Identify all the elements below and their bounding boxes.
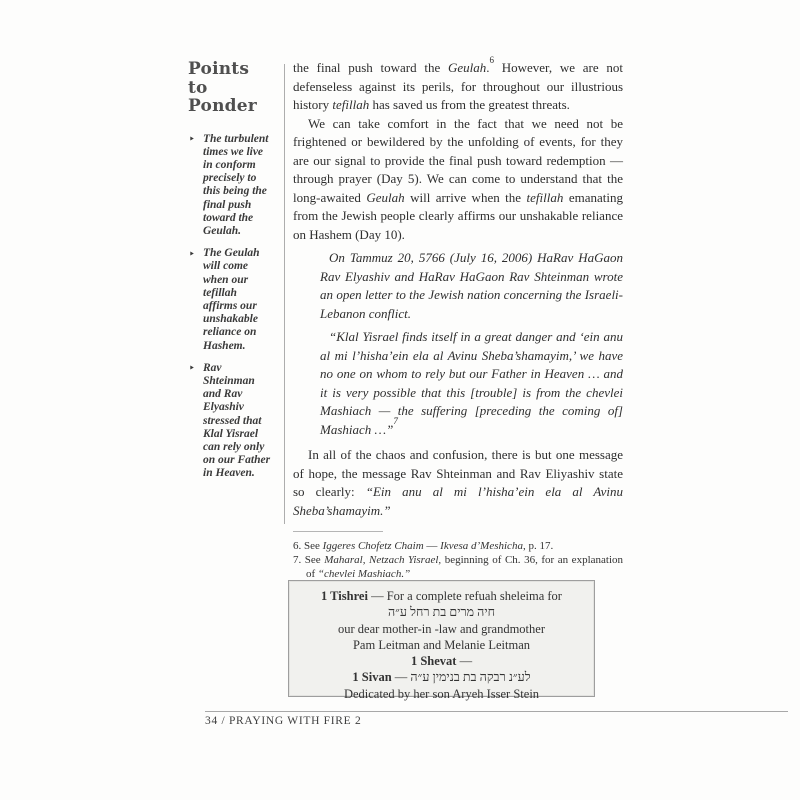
page-number-footer: 34 / PRAYING WITH FIRE 2 xyxy=(205,715,362,727)
body-paragraph: the final push toward the Geulah.$^6$ However, we are not defenseless against its perils, for throughout our illustrious history tefillah has saved us from the greatest threats. xyxy=(293,54,623,112)
dedication-line: 1 Tishrei — For a complete refuah sheleima for xyxy=(321,589,562,603)
sidebar-bullet-list xyxy=(188,133,274,481)
dedication-line-hebrew: חיה מרים בת רחל ע״ה xyxy=(387,605,496,620)
sidebar-bullet-item xyxy=(188,133,274,239)
footnotes-section xyxy=(293,539,623,582)
footnote: 7. See Maharal, Netzach Yisrael, beginning of Ch. 36, for an explanation of “chevlei Mashiach.” xyxy=(293,554,623,581)
dedication-line-hebrew: 1 Sivan — לע״נ רבקה בת בנימין ע״ה xyxy=(352,670,531,685)
footnote-separator-rule xyxy=(293,531,383,532)
sidebar-bullet-item xyxy=(188,362,274,481)
points-to-ponder-sidebar xyxy=(188,60,274,490)
body-paragraph: In all of the chaos and confusion, there is but one message of hope, the message Rav Shteinman and Rav Eliyashiv state so clearly: “Ein anu al mi l’hisha’ein ela al Avinu Sheba’shamayim.” xyxy=(293,447,623,518)
bullet-triangle-icon: ‣ xyxy=(189,134,195,144)
dedication-box xyxy=(288,580,595,701)
sidebar-title: Points to Ponder xyxy=(188,59,257,116)
footer-rule xyxy=(205,711,788,712)
bullet-triangle-icon: ‣ xyxy=(189,363,195,374)
quote-paragraph: “Klal Yisrael finds itself in a great danger and ‘ein anu al mi l’hisha’ein ela al Avinu Sheba’shamayim,’ we have no one on whom to rely but our Father in Heaven … and it is very possible that this [trouble] is from the chevlei Mashiach — the suffering [preceding the coming of] Mashiach …”$^7$ xyxy=(320,329,623,437)
dedication-line: our dear mother-in -law and grandmother xyxy=(338,621,545,636)
bullet-triangle-icon: ‣ xyxy=(189,248,195,259)
dedication-line: Pam Leitman and Melanie Leitman xyxy=(352,637,531,652)
dedication-line: 1 Shevat — xyxy=(410,654,473,669)
sidebar-item-text: The turbulent times we live in conform precisely to this being the final push toward the Geulah. xyxy=(203,132,269,237)
column-divider-rule xyxy=(284,64,285,524)
sidebar-item-text: The Geulah will come when our tefillah affirms our unshakable reliance on Hashem. xyxy=(203,247,260,352)
main-text-column xyxy=(293,54,624,520)
sidebar-item-text: Rav Shteinman and Rav Elyashiv stressed that Klal Yisrael can rely only on our Father in Heaven. xyxy=(203,361,271,480)
sidebar-bullet-item xyxy=(188,247,274,353)
quote-paragraph: On Tammuz 20, 5766 (July 16, 2006) HaRav HaGaon Rav Elyashiv and HaRav HaGaon Rav Shteinman wrote an open letter to the Jewish nation concerning the Israeli-Lebanon conflict. xyxy=(320,250,623,321)
dedication-line: Dedicated by her son Aryeh Isser Stein xyxy=(343,686,540,701)
footnote: 6. See Iggeres Chofetz Chaim — Ikvesa d’Meshicha, p. 17. xyxy=(293,540,554,552)
body-paragraph: We can take comfort in the fact that we need not be frightened or bewildered by the unfolding of events, for they are our signal to provide the final push toward redemption — through prayer (Day 5). We can come to understand that the long-awaited Geulah will arrive when the tefillah emanating from the Jewish people clearly affirms our unshakable reliance on Hashem (Day 10). xyxy=(293,115,624,242)
